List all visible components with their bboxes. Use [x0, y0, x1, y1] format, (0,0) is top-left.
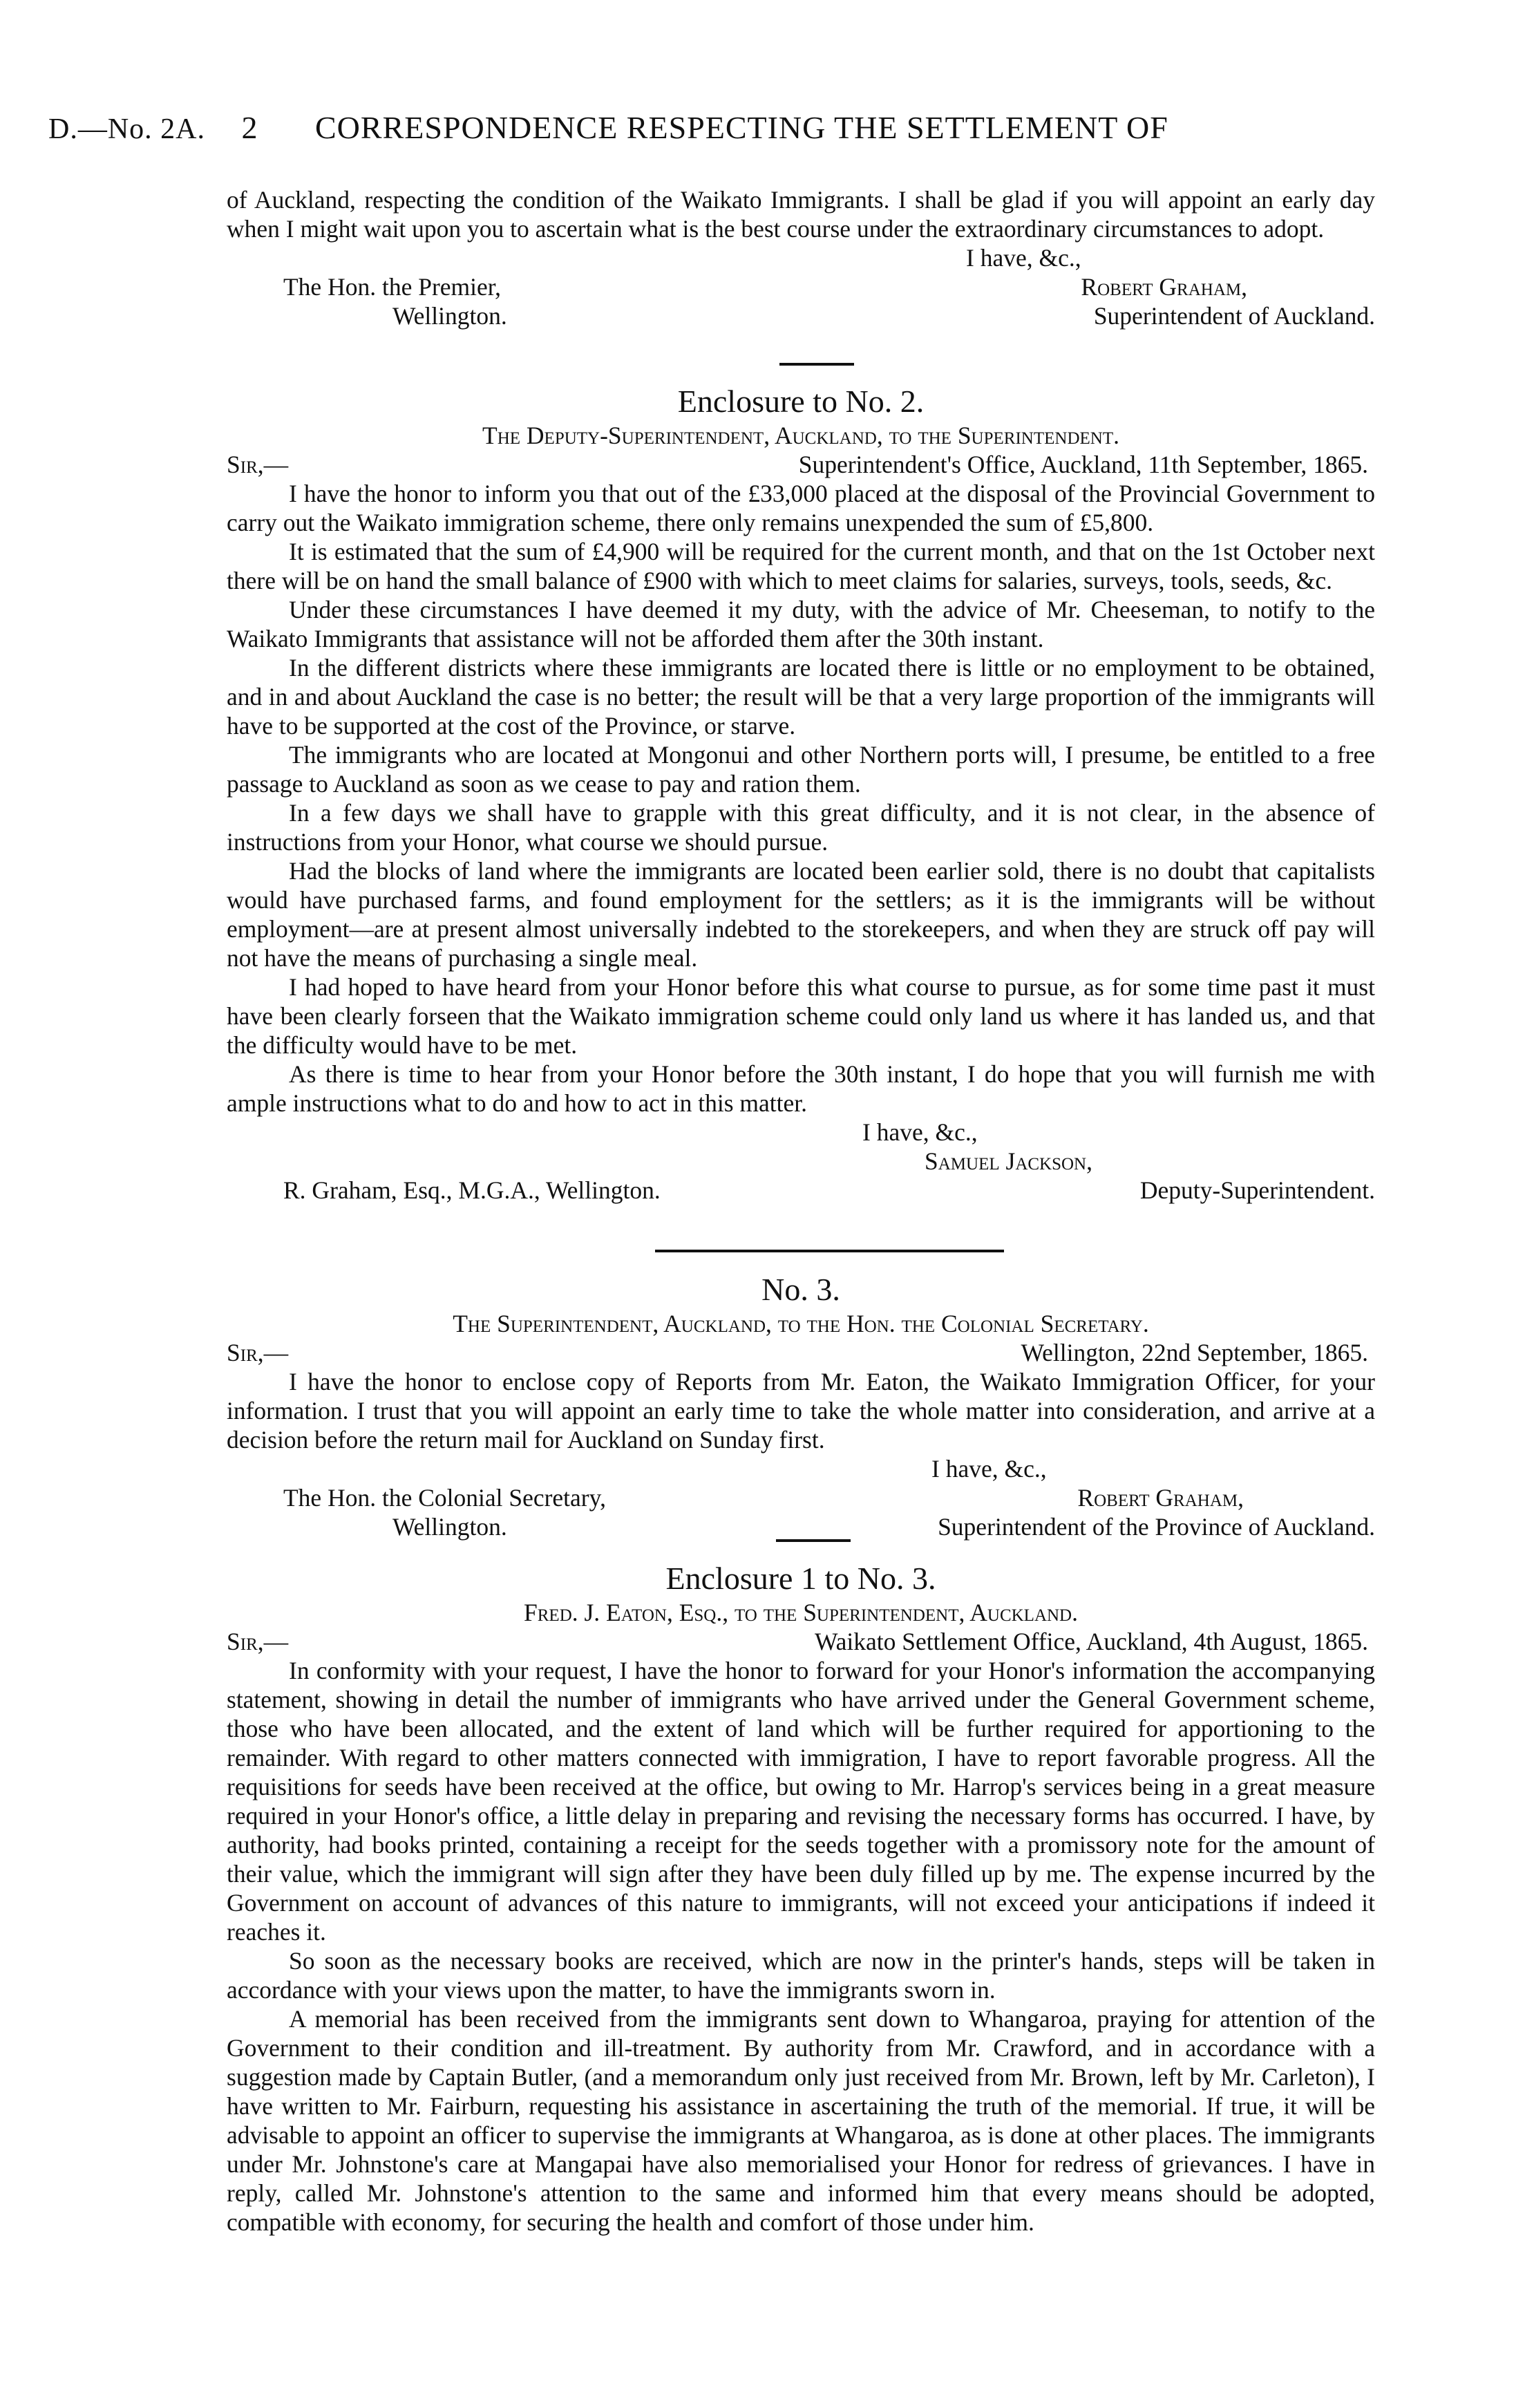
salutation-row [227, 1627, 1375, 1656]
running-header [48, 109, 1486, 146]
addressee-place: Wellington. [392, 302, 507, 330]
salutation-row [227, 450, 1375, 479]
paragraph: It is estimated that the sum of £4,900 will be required for the current month, and that on the 1st October next there will be on hand the small balance of £900 with which to meet claims for salaries, surveys, tools, seeds, &c. [227, 538, 1375, 594]
paragraph: In the different districts where these immigrants are located there is little or no employment to be obtained, and in and about Auckland the case is no better; the result will be that a very large proportion of the immigrants will have to be supported at the cost of the Province, or starve. [227, 654, 1375, 740]
salutation: Sir,— [227, 451, 289, 478]
salutation-row [227, 1338, 1375, 1367]
signature: Robert Graham, [1081, 273, 1247, 301]
enclosure-1-no-3 [227, 1559, 1375, 2237]
addressee-signature-row [227, 1483, 1375, 1512]
addressee: R. Graham, Esq., M.G.A., Wellington. [283, 1176, 661, 1204]
section-heading: Enclosure to No. 2. [677, 384, 925, 419]
place-date: Waikato Settlement Office, Auckland, 4th August, 1865. [814, 1628, 1368, 1655]
section-divider [779, 363, 854, 366]
paragraph: In a few days we shall have to grapple with this great difficulty, and it is not clear, in the absence of instructions from your Honor, what course we should pursue. [227, 799, 1375, 856]
closing: I have, &c., [931, 1455, 1047, 1483]
page-number: 2 [241, 110, 258, 145]
from-to-line: Fred. J. Eaton, Esq., to the Superintendent, Auckland. [524, 1599, 1078, 1626]
section-heading: No. 3. [761, 1272, 840, 1307]
paragraph: So soon as the necessary books are received, which are now in the printer's hands, steps will be taken in accordance with your views upon the matter, to have the immigrants sworn in. [227, 1947, 1375, 2004]
section-divider [776, 1539, 851, 1542]
paragraph: I had hoped to have heard from your Honor before this what course to pursue, as for some time past it must have been clearly forseen that the Waikato immigration scheme could only land us where it has landed us, and that the difficulty would have to be met. [227, 973, 1375, 1059]
paragraph: Had the blocks of land where the immigrants are located been earlier sold, there is no doubt that capitalists would have purchased farms, and found employment for the settlers; as it is the immigrants will be without employment—are at present almost universally indebted to the storekeepers, and when they are struck off pay will not have the means of purchasing a single meal. [227, 857, 1375, 972]
letter-no-3 [227, 1270, 1375, 1541]
running-title: CORRESPONDENCE RESPECTING THE SETTLEMENT OF [315, 110, 1168, 145]
section-heading: Enclosure 1 to No. 3. [665, 1561, 936, 1596]
paragraph: I have the honor to inform you that out of the £33,000 placed at the disposal of the Provincial Government to carry out the Waikato immigration scheme, there only remains unexpended the sum of £5,800. [227, 480, 1375, 536]
addressee-title-row [227, 1176, 1375, 1205]
addressee: The Hon. the Colonial Secretary, [283, 1484, 606, 1512]
closing: I have, &c., [862, 1118, 978, 1146]
paragraph: In conformity with your request, I have the honor to forward for your Honor's information the accompanying statement, showing in detail the number of immigrants who have arrived under the General Government scheme, those who have been allocated, and the extent of land which will be further required for apportioning to the remainder. With regard to other matters connected with immigration, I have to report favorable progress. All the requisitions for seeds have been received at the office, but owing to Mr. Harrop's services being in a great measure required in your Honor's office, a little delay in preparing and revising the necessary forms has occurred. I have, by authority, had books printed, containing a receipt for the seeds together with a promissory note for the amount of their value, which the immigrant will sign after they have been duly filled up by me. The expense incurred by the Government on account of advances of this nature to immigrants, will not exceed your anticipations if indeed it reaches it. [227, 1657, 1375, 1946]
signatory-title: Deputy-Superintendent. [1139, 1176, 1375, 1204]
addressee-signature-row [227, 272, 1375, 301]
salutation: Sir,— [227, 1339, 289, 1366]
place-date: Superintendent's Office, Auckland, 11th September, 1865. [798, 451, 1368, 478]
addressee-title-row [227, 301, 1375, 330]
signatory-title: Superintendent of Auckland. [1093, 302, 1375, 330]
document-reference: D.—No. 2A. [48, 113, 205, 145]
paragraph: As there is time to hear from your Honor before the 30th instant, I do hope that you will furnish me with ample instructions what to do and how to act in this matter. [227, 1060, 1375, 1117]
letter-continuation [227, 185, 1375, 330]
paragraph: I have the honor to enclose copy of Reports from Mr. Eaton, the Waikato Immigration Officer, for your information. I trust that you will appoint an early time to take the whole matter into consideration, and arrive at a decision before the return mail for Auckland on Sunday first. [227, 1368, 1375, 1454]
signatory-title: Superintendent of the Province of Auckland. [938, 1513, 1375, 1541]
addressee-title-row [227, 1512, 1375, 1541]
signature: Samuel Jackson, [925, 1147, 1092, 1175]
signature: Robert Graham, [1077, 1484, 1244, 1512]
addressee: The Hon. the Premier, [283, 273, 502, 301]
addressee-place: Wellington. [392, 1513, 507, 1541]
from-to-line: The Deputy-Superintendent, Auckland, to the Superintendent. [482, 422, 1119, 449]
place-date: Wellington, 22nd September, 1865. [1021, 1339, 1368, 1366]
closing: I have, &c., [966, 244, 1081, 272]
section-divider [655, 1250, 1004, 1252]
salutation: Sir,— [227, 1628, 289, 1655]
paragraph: The immigrants who are located at Mongonui and other Northern ports will, I presume, be entitled to a free passage to Auckland as soon as we cease to pay and ration them. [227, 741, 1375, 798]
paragraph: A memorial has been received from the immigrants sent down to Whangaroa, praying for attention of the Government to their condition and ill-treatment. By authority from Mr. Crawford, and in accordance with a suggestion made by Captain Butler, (and a memorandum only just received from Mr. Brown, left by Mr. Carleton), I have written to Mr. Fairburn, requesting his assistance in ascertaining the truth of the memorial. If true, it will be advisable to appoint an officer to supervise the immigrants at Whangaroa, as is done at other places. The immigrants under Mr. Johnstone's care at Mangapai have also memorialised your Honor for redress of grievances. I have in reply, called Mr. Johnstone's attention to the same and informed him that every means should be adopted, compatible with economy, for securing the health and comfort of those under him. [227, 2005, 1375, 2236]
paragraph: Under these circumstances I have deemed it my duty, with the advice of Mr. Cheeseman, to notify to the Waikato Immigrants that assistance will not be afforded them after the 30th instant. [227, 596, 1375, 652]
letter-body: of Auckland, respecting the condition of the Waikato Immigrants. I shall be glad if you will appoint an early day when I might wait upon you to ascertain what is the best course under the extraordinary circumstances to adopt. [227, 186, 1375, 243]
from-to-line: The Superintendent, Auckland, to the Hon. the Colonial Secretary. [453, 1310, 1149, 1337]
enclosure-no-2 [227, 382, 1375, 1205]
